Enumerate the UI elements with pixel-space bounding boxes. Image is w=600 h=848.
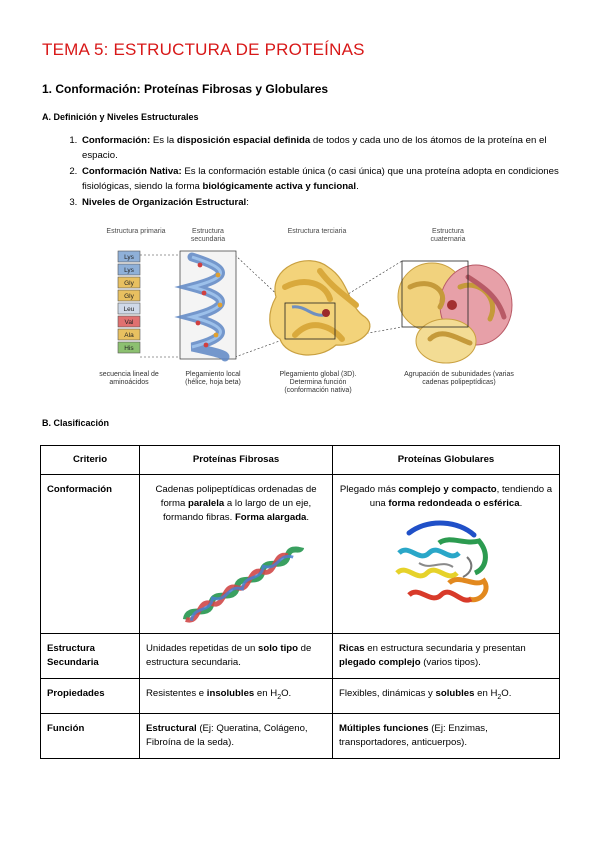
criterion-cell: Conformación (41, 475, 140, 634)
residue-label: His (124, 345, 134, 353)
globular-protein-image (339, 511, 553, 619)
subsection-heading-b: B. Clasificación (42, 418, 110, 428)
residue-label: Leu (123, 306, 135, 314)
page-title: TEMA 5: ESTRUCTURA DE PROTEÍNAS (42, 40, 365, 59)
definition-term: Niveles de Organización Estructural (82, 197, 247, 209)
figure-illustration (80, 247, 528, 387)
fibrous-cell: Cadenas polipeptídicas ordenadas de forma paralela a lo largo de un eje, formando fibras. Forma alargada. (140, 475, 333, 634)
column-header-globulares: Proteínas Globulares (333, 446, 560, 475)
protein-structure-levels-figure (80, 225, 528, 403)
globular-cell: Plegado más complejo y compacto, tendiendo a una forma redondeada o esférica. (333, 475, 560, 634)
figure-caption-secondary: Plegamiento local (hélice, hoja beta) (185, 371, 241, 386)
criterion-cell: Propiedades (41, 679, 140, 714)
table-row (41, 475, 560, 634)
figure-header-tertiary: Estructura terciaria (287, 228, 347, 235)
fibrous-cell: Unidades repetidas de un solo tipo de estructura secundaria. (140, 634, 333, 679)
tertiary-structure-icon (270, 261, 370, 355)
quaternary-structure-icon (398, 261, 512, 363)
definition-item: 2. Conformación Nativa: Es la conformación estable única (o casi única) que una proteína adopta en condiciones fisiológicas, siendo la forma biológicamente activa y funcional. (80, 165, 580, 194)
subsection-heading-a: A. Definición y Niveles Estructurales (42, 112, 199, 122)
classification-table (40, 445, 560, 759)
residue-label: Ala (124, 332, 134, 340)
criterion-cell: Estructura Secundaria (41, 634, 140, 679)
residue-label: Gly (124, 280, 134, 288)
residue-label: Lys (124, 254, 134, 262)
globular-cell: Múltiples funciones (Ej: Enzimas, transportadores, anticuerpos). (333, 713, 560, 758)
column-header-fibrosas: Proteínas Fibrosas (140, 446, 333, 475)
globular-cell: Flexibles, dinámicas y solubles en $H_2O$. (333, 679, 560, 714)
table-row (41, 679, 560, 714)
figure-header-quaternary: Estructura cuaternaria (430, 228, 466, 243)
figure-caption-tertiary: Plegamiento global (3D). Determina función (conformación nativa) (279, 371, 357, 394)
fibrous-cell: Estructural (Ej: Queratina, Colágeno, Fibroína de la seda). (140, 713, 333, 758)
criterion-cell: Función (41, 713, 140, 758)
figure-header-secondary: Estructura secundaria (190, 228, 226, 243)
residue-label: Lys (124, 267, 134, 275)
connector-lines (140, 255, 402, 357)
table-row (41, 634, 560, 679)
fibrous-cell: Resistentes e insolubles en $H_2O$. (140, 679, 333, 714)
definition-item: 1. Conformación: Es la disposición espacial definida de todos y cada uno de los átomos de la proteína en el espacio. (80, 134, 580, 163)
figure-caption-primary: secuencia lineal de aminoácidos (99, 371, 159, 386)
figure-header-primary: Estructura primaria (106, 228, 166, 235)
table-row (41, 713, 560, 758)
definition-term: Conformación: (82, 135, 151, 146)
globular-cell: Ricas en estructura secundaria y presentan plegado complejo (varios tipos). (333, 634, 560, 679)
definition-item: 3. Niveles de Organización Estructural: (80, 196, 580, 211)
residue-label: Val (124, 319, 134, 327)
fibrous-protein-image (146, 525, 326, 629)
section-heading-1: 1. Conformación: Proteínas Fibrosas y Globulares (42, 82, 329, 96)
definitions-list (60, 134, 580, 213)
definition-term: Conformación Nativa: (82, 166, 182, 178)
column-header-criterio: Criterio (41, 446, 140, 475)
table-header-row (41, 446, 560, 475)
residue-label: Gly (124, 293, 134, 301)
figure-caption-quaternary: Agrupación de subunidades (varias cadenas polipeptídicas) (404, 371, 514, 386)
